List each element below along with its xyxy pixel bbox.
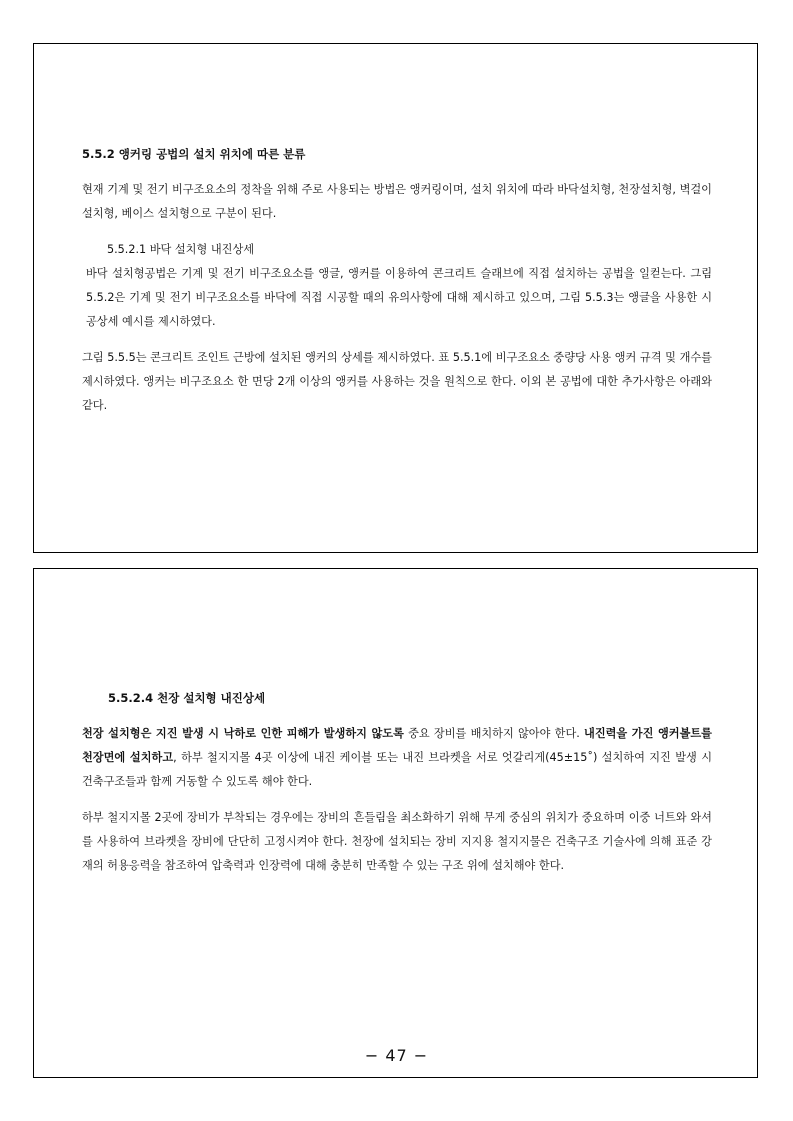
ceiling-install-bold-2: 내진력을 가진 앵커볼트를 천장면에 설치하고 <box>82 727 712 764</box>
spacer <box>82 710 712 722</box>
spacer <box>82 794 712 806</box>
spacer <box>82 334 712 346</box>
intro-paragraph: 현재 기계 및 전기 비구조요소의 정착을 위해 주로 사용되는 방법은 앵커링이며, 설치 위치에 따라 바닥설치형, 천장설치형, 벽걸이 설치형, 베이스 설치형으로 구분이 된다. <box>82 183 712 220</box>
ceiling-install-bold-1: 천장 설치형은 지진 발생 시 낙하로 인한 피해가 발생하지 않도록 <box>82 727 404 740</box>
ceiling-install-text-1: 중요 장비를 배치하지 않아야 한다. <box>403 727 585 740</box>
upper-document-panel <box>33 43 758 553</box>
section-heading-5-5-2-4: 5.5.2.4 천장 설치형 내진상세 <box>108 691 266 705</box>
subsection-heading-5-5-2-1: 5.5.2.1 바닥 설치형 내진상세 <box>107 243 255 256</box>
upper-panel-content <box>82 142 712 418</box>
ceiling-install-paragraph <box>82 722 712 794</box>
section-heading-5-5-2: 5.5.2 앵커링 공법의 설치 위치에 따른 분류 <box>82 147 306 161</box>
spacer <box>82 226 712 238</box>
lower-document-panel <box>33 568 758 1078</box>
floor-install-paragraph: 바닥 설치형공법은 기계 및 전기 비구조요소를 앵글, 앵커를 이용하여 콘크리트 슬래브에 직접 설치하는 공법을 일컫는다. 그림 5.5.2은 기계 및 전기 비구조요소를 바닥에 직접 시공할 때의 유의사항에 대해 제시하고 있으며, 그림 5.5.3는 앵글을 사용한 시공상세 예시를 제시하였다. <box>86 267 712 328</box>
ceiling-install-text-2: , 하부 철지지몰 4곳 이상에 내진 케이블 또는 내진 브라켓을 서로 엇갈리게(45±15˚) 설치하여 지진 발생 시 건축구조들과 함께 거동할 수 있도록 해야 한다. <box>82 751 712 788</box>
spacer <box>82 166 712 178</box>
lower-panel-content <box>82 686 712 878</box>
anchor-detail-paragraph: 그림 5.5.5는 콘크리트 조인트 근방에 설치된 앵커의 상세를 제시하였다. 표 5.5.1에 비구조요소 중량당 사용 앵커 규격 및 개수를 제시하였다. 앵커는 비구조요소 한 면당 2개 이상의 앵커를 사용하는 것을 원칙으로 한다. 이외 본 공법에 대한 추가사항은 아래와 같다. <box>82 351 712 412</box>
page-number: − 47 − <box>364 1046 429 1065</box>
lower-support-paragraph: 하부 철지지몰 2곳에 장비가 부착되는 경우에는 장비의 흔들림을 최소화하기 위해 무게 중심의 위치가 중요하며 이중 너트와 와셔를 사용하여 브라켓을 장비에 단단히 고정시켜야 한다. 천장에 설치되는 장비 지지용 철지지물은 건축구조 기술사에 의해 표준 강재의 허용응력을 참조하여 압축력과 인장력에 대해 충분히 만족할 수 있는 구조 위에 설치해야 한다. <box>82 811 712 872</box>
